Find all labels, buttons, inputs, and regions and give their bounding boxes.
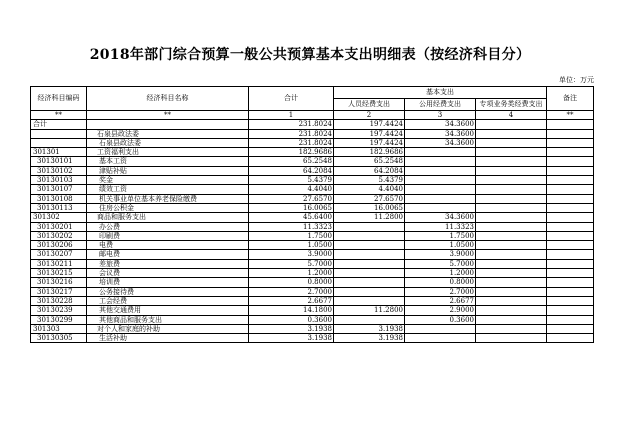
cell-special [476, 278, 547, 287]
cell-name: 公务接待费 [87, 287, 249, 296]
cell-total: 2.7000 [249, 287, 334, 296]
cell-total: 4.4040 [249, 185, 334, 194]
cell-name: 差旅费 [87, 259, 249, 268]
table-row [31, 194, 594, 203]
header-name: 经济科目名称 [87, 87, 249, 111]
cell-code: 合计 [31, 120, 87, 129]
table-row [31, 269, 594, 278]
cell-personnel: 16.0065 [334, 203, 405, 212]
cell-total: 27.6570 [249, 194, 334, 203]
cell-name: 奖金 [87, 176, 249, 185]
cell-code: 30130102 [31, 166, 87, 175]
table-row [31, 296, 594, 305]
cell-personnel: 197.4424 [334, 138, 405, 147]
cell-total: 231.8024 [249, 120, 334, 129]
cell-personnel [334, 315, 405, 324]
cell-total: 14.1800 [249, 306, 334, 315]
header-personnel: 人员经费支出 [334, 99, 405, 111]
table-row [31, 231, 594, 240]
cell-personnel [334, 269, 405, 278]
cell-code: 30130305 [31, 334, 87, 343]
cell-remark [547, 306, 594, 315]
cell-code: 301301 [31, 148, 87, 157]
cell-name: 工资福利支出 [87, 148, 249, 157]
cell-special [476, 166, 547, 175]
cell-code: 30130215 [31, 269, 87, 278]
cell-name: 石泉县政法委 [87, 138, 249, 147]
cell-public: 2.7000 [405, 287, 476, 296]
cell-personnel [334, 278, 405, 287]
cell-remark [547, 222, 594, 231]
cell-code: 30130239 [31, 306, 87, 315]
cell-name: 基本工资 [87, 157, 249, 166]
cell-remark [547, 259, 594, 268]
cell-public: 34.3600 [405, 138, 476, 147]
cell-name [87, 120, 249, 129]
cell-code: 30130101 [31, 157, 87, 166]
index-cell: ** [31, 111, 87, 120]
cell-name: 办公费 [87, 222, 249, 231]
cell-public: 3.9000 [405, 250, 476, 259]
cell-name: 机关事业单位基本养老保险缴费 [87, 194, 249, 203]
cell-public [405, 324, 476, 333]
cell-special [476, 287, 547, 296]
cell-name: 石泉县政法委 [87, 129, 249, 138]
cell-remark [547, 185, 594, 194]
table-row [31, 185, 594, 194]
cell-name: 住房公积金 [87, 203, 249, 212]
expenditure-table [30, 86, 594, 343]
cell-code: 30130201 [31, 222, 87, 231]
cell-remark [547, 176, 594, 185]
index-cell: ** [547, 111, 594, 120]
table-row [31, 278, 594, 287]
table-row [31, 250, 594, 259]
header-code: 经济科目编码 [31, 87, 87, 111]
cell-name: 对个人和家庭的补助 [87, 324, 249, 333]
cell-public [405, 185, 476, 194]
cell-personnel: 64.2084 [334, 166, 405, 175]
cell-public [405, 194, 476, 203]
table-row [31, 157, 594, 166]
cell-code: 30130228 [31, 296, 87, 305]
cell-remark [547, 287, 594, 296]
cell-personnel [334, 259, 405, 268]
cell-special [476, 269, 547, 278]
cell-code: 30130216 [31, 278, 87, 287]
cell-special [476, 231, 547, 240]
cell-code: 30130299 [31, 315, 87, 324]
cell-code [31, 138, 87, 147]
header-row-1 [31, 87, 594, 99]
cell-public: 1.2000 [405, 269, 476, 278]
header-public: 公用经费支出 [405, 99, 476, 111]
cell-public [405, 334, 476, 343]
cell-remark [547, 278, 594, 287]
cell-name: 津贴补贴 [87, 166, 249, 175]
cell-total: 45.6400 [249, 213, 334, 222]
cell-personnel: 27.6570 [334, 194, 405, 203]
cell-total: 1.7500 [249, 231, 334, 240]
cell-code: 30130108 [31, 194, 87, 203]
cell-personnel [334, 222, 405, 231]
cell-total: 11.3323 [249, 222, 334, 231]
table-row [31, 213, 594, 222]
cell-public: 34.3600 [405, 129, 476, 138]
cell-total: 3.9000 [249, 250, 334, 259]
cell-remark [547, 231, 594, 240]
cell-remark [547, 148, 594, 157]
cell-total: 0.8000 [249, 278, 334, 287]
cell-personnel [334, 296, 405, 305]
cell-special [476, 250, 547, 259]
cell-name: 会议费 [87, 269, 249, 278]
cell-personnel: 197.4424 [334, 129, 405, 138]
table-row [31, 324, 594, 333]
cell-special [476, 259, 547, 268]
cell-special [476, 222, 547, 231]
table-row [31, 287, 594, 296]
cell-code: 30130107 [31, 185, 87, 194]
cell-public: 0.3600 [405, 315, 476, 324]
cell-code: 30130202 [31, 231, 87, 240]
cell-code: 30130103 [31, 176, 87, 185]
cell-special [476, 185, 547, 194]
cell-code: 301302 [31, 213, 87, 222]
cell-name: 商品和服务支出 [87, 213, 249, 222]
cell-public [405, 203, 476, 212]
cell-special [476, 241, 547, 250]
index-cell: 3 [405, 111, 476, 120]
cell-special [476, 176, 547, 185]
index-cell: 2 [334, 111, 405, 120]
cell-special [476, 315, 547, 324]
cell-public [405, 157, 476, 166]
cell-personnel [334, 287, 405, 296]
table-row [31, 148, 594, 157]
cell-personnel: 5.4379 [334, 176, 405, 185]
index-cell: ** [87, 111, 249, 120]
index-cell: 4 [476, 111, 547, 120]
cell-remark [547, 194, 594, 203]
cell-total: 0.3600 [249, 315, 334, 324]
table-row [31, 315, 594, 324]
cell-personnel [334, 241, 405, 250]
cell-total: 1.0500 [249, 241, 334, 250]
cell-personnel: 3.1938 [334, 334, 405, 343]
cell-total: 1.2000 [249, 269, 334, 278]
cell-public: 34.3600 [405, 213, 476, 222]
cell-public: 11.3323 [405, 222, 476, 231]
cell-remark [547, 315, 594, 324]
cell-name: 其他交通费用 [87, 306, 249, 315]
cell-remark [547, 334, 594, 343]
cell-code: 30130217 [31, 287, 87, 296]
cell-special [476, 213, 547, 222]
cell-name: 电费 [87, 241, 249, 250]
cell-remark [547, 166, 594, 175]
cell-personnel: 182.9686 [334, 148, 405, 157]
cell-special [476, 129, 547, 138]
cell-personnel [334, 250, 405, 259]
cell-special [476, 138, 547, 147]
cell-public: 0.8000 [405, 278, 476, 287]
table-row [31, 222, 594, 231]
cell-total: 5.4379 [249, 176, 334, 185]
header-remark: 备注 [547, 87, 594, 111]
cell-personnel: 4.4040 [334, 185, 405, 194]
cell-personnel: 197.4424 [334, 120, 405, 129]
cell-personnel: 65.2548 [334, 157, 405, 166]
table-row [31, 334, 594, 343]
report-title: 2018年部门综合预算一般公共预算基本支出明细表（按经济科目分） [89, 47, 531, 63]
cell-special [476, 120, 547, 129]
cell-personnel: 11.2800 [334, 213, 405, 222]
cell-special [476, 306, 547, 315]
cell-total: 3.1938 [249, 334, 334, 343]
table-row [31, 138, 594, 147]
cell-remark [547, 203, 594, 212]
cell-name: 生活补助 [87, 334, 249, 343]
table-row [31, 176, 594, 185]
cell-code: 30130206 [31, 241, 87, 250]
cell-total: 16.0065 [249, 203, 334, 212]
cell-remark [547, 296, 594, 305]
cell-total: 182.9686 [249, 148, 334, 157]
cell-public: 5.7000 [405, 259, 476, 268]
cell-personnel: 11.2800 [334, 306, 405, 315]
cell-remark [547, 250, 594, 259]
cell-code: 30130207 [31, 250, 87, 259]
cell-code: 301303 [31, 324, 87, 333]
cell-public: 1.0500 [405, 241, 476, 250]
cell-remark [547, 269, 594, 278]
table-row [31, 259, 594, 268]
cell-public [405, 166, 476, 175]
index-row [31, 111, 594, 120]
cell-code [31, 129, 87, 138]
cell-special [476, 296, 547, 305]
index-cell: 1 [249, 111, 334, 120]
header-special: 专项业务类经费支出 [476, 99, 547, 111]
cell-public [405, 148, 476, 157]
cell-personnel [334, 231, 405, 240]
cell-name: 印刷费 [87, 231, 249, 240]
cell-remark [547, 138, 594, 147]
cell-public: 2.9000 [405, 306, 476, 315]
cell-name: 绩效工资 [87, 185, 249, 194]
cell-remark [547, 120, 594, 129]
table-row [31, 241, 594, 250]
header-total: 合计 [249, 87, 334, 111]
cell-remark [547, 324, 594, 333]
cell-total: 3.1938 [249, 324, 334, 333]
cell-remark [547, 241, 594, 250]
cell-code: 30130113 [31, 203, 87, 212]
cell-special [476, 194, 547, 203]
cell-public [405, 176, 476, 185]
cell-total: 2.6677 [249, 296, 334, 305]
header-basic: 基本支出 [334, 87, 547, 99]
cell-public: 1.7500 [405, 231, 476, 240]
cell-personnel: 3.1938 [334, 324, 405, 333]
cell-special [476, 157, 547, 166]
cell-special [476, 324, 547, 333]
cell-special [476, 203, 547, 212]
cell-remark [547, 213, 594, 222]
cell-public: 34.3600 [405, 120, 476, 129]
cell-total: 64.2084 [249, 166, 334, 175]
cell-total: 65.2548 [249, 157, 334, 166]
unit-label: 单位：万元 [559, 76, 594, 84]
cell-code: 30130211 [31, 259, 87, 268]
table-row [31, 306, 594, 315]
table-row [31, 203, 594, 212]
cell-special [476, 334, 547, 343]
table-row [31, 120, 594, 129]
cell-special [476, 148, 547, 157]
cell-name: 邮电费 [87, 250, 249, 259]
cell-remark [547, 129, 594, 138]
cell-total: 231.8024 [249, 129, 334, 138]
cell-name: 工会经费 [87, 296, 249, 305]
cell-total: 231.8024 [249, 138, 334, 147]
cell-name: 其他商品和服务支出 [87, 315, 249, 324]
cell-public: 2.6677 [405, 296, 476, 305]
cell-remark [547, 157, 594, 166]
table-row [31, 166, 594, 175]
cell-total: 5.7000 [249, 259, 334, 268]
cell-name: 培训费 [87, 278, 249, 287]
table-row [31, 129, 594, 138]
